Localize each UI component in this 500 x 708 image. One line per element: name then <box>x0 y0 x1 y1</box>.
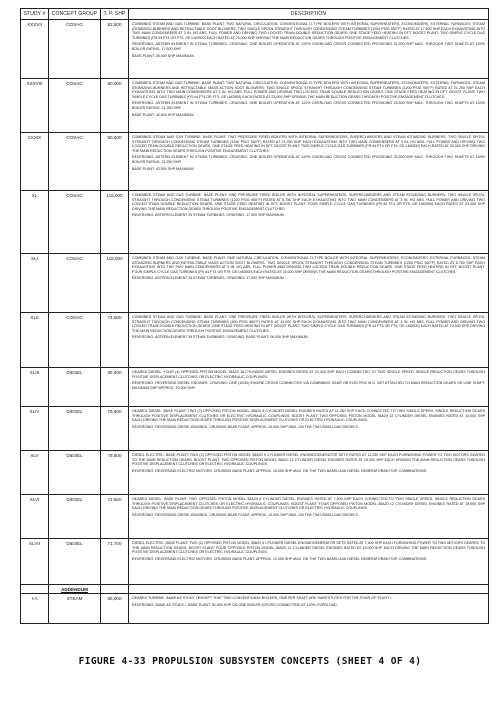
shp-cell: 78,500 <box>101 451 129 495</box>
table-body <box>21 20 489 624</box>
table-row <box>21 79 489 133</box>
description-paragraph: REVERSING: ASTERN ELEMENT IN STEAM TURBINES. CRUISING: 17,500 SHP MAXIMUM. <box>132 276 285 281</box>
description-paragraph: COMBINED STEAM AND GAS TURBINE. BASE PLANT: TWO PRESSURE FIRED BOILERS WITH INTEGRAL SUPERHEATERS, SUPERCHARGERS AND STEAM ATOMIZING BURNERS. TWO SINGLE SPOOL STRAIGHT THROUGH CONDENSING STEAM TURBINES (1200 PSIG 950°F) RATED AT 21,250 SHP EACH EXHAUSTING INTO TWO MAIN CONDENSERS AT 3 IN. HG ABS. FULL POWER AND DRIVING TWO LOCKED TRAIN DOUBLE REDUCTION GEARS. ONE STAGE FEED HEATING IN DFT. BOOST PLANT: TWO SIMPLE CYCLE GAS TURBINES (FR.44 FT4 OR FT9, GE LM2500) EACH RATED AT 23,000 SHP DRIVING THE MAIN REDUCTION GEARS THROUGH POSITIVE ENGAGEMENT CLUTCHES. <box>132 135 485 153</box>
description-paragraph: GEARED TURBINE. SAME AS STUDY I EXCEPT THAT TWO CONVENTIONAL BOILERS, ONE PER SHAFT ARE SUBSTITUTED FOR THE FOUR OF STUDY I. <box>132 596 393 600</box>
header-study: STUDY # <box>21 9 49 20</box>
description-paragraph: COMBINED STEAM AND GAS TURBINE. BASE PLANT: ONE PRESSURE FIRED BOILER WITH INTEGRAL SUPERHEATERS, SUPERCHARGERS AND STEAM ATOMIZING BURNERS. TWO SINGLE SPOOL STRAIGHT THROUGH CONDENSING STEAM TURBINES (600 PSIG 850°F) RATED AT 13,000 SHP EACH EXHAUSTING INTO TWO MAIN CONDENSERS AT 3 IN. HG ABS. FULL POWER AND DRIVING TWO LOCKED TRAIN DOUBLE REDUCTION GEARS. ONE STAGE FEED HEATING IN DFT. BOOST PLANT: TWO SIMPLE CYCLE GAS TURBINES (FR.44 FT4 OR FT9, GE LM2500) EACH RATED AT 23,000 SHP DRIVING THE MAIN REDUCTION GEARS THROUGH POSITIVE ENGAGEMENT CLUTCHES. <box>132 315 485 333</box>
concept-group-cell: DIESEL <box>49 451 101 495</box>
table-row <box>21 495 489 539</box>
addendum-label: ADDENDUM <box>49 585 101 594</box>
study-cell: XLV <box>21 451 49 495</box>
concept-group-cell: DIESEL <box>49 368 101 407</box>
table-row <box>21 254 489 313</box>
description-cell <box>129 451 489 495</box>
shp-cell: 72,500 <box>101 495 129 539</box>
description-paragraph: REVERSING: ASTERN ELEMENT IN STEAM TURBINES. CRUISING: ONE BOILER OPERATION AT 120% OVERLOAD CROSS CONNECTED PROVIDING 25,500 SHP MAX. THROUGH TWO SHAFTS AT 100% BOILER RATING, 21,250 SHP. <box>132 101 485 110</box>
table-row <box>21 20 489 79</box>
description-paragraph: GEARED DIESEL. FOUR (4) OPPOSED PISTON MODEL 38A20 18 CYLINDER DIESEL ENGINES RATED AT 21,400 SHP EACH CONNECTED TO TWO SINGLE SPEED, SINGLE REDUCTION GEARS THROUGH POSITIVE DISPLACEMENT CLUTCHES OR ELECTRIC HYDRAULIC COUPLINGS. <box>132 370 485 379</box>
description-paragraph: REVERSING: REVERSING DIESEL ENGINES. CRUISING BASE PLANT: APPROX. 13,000 SHP MAX. ON THE TWO BASELOAD DIESELS. <box>132 512 359 517</box>
description-paragraph: REVERSING: ASTERN ELEMENT IN STEAM TURBINES. CRUISING: 17,500 SHP MAXIMUM. <box>132 213 285 218</box>
study-cell: XL <box>21 191 49 254</box>
empty-cell <box>21 585 49 594</box>
description-paragraph: DIESEL ELECTRIC. BASE PLANT: TWO (2) OPPOSED PISTON MODEL 38A20 6 CYLINDER DIESEL ENGINE/GENERATOR SETS RATED AT 7,500 SHP EACH FURNISHING POWER TO TWO MOTORS GEARED TO THE MAIN REDUCTION GEARS. BOOST PLANT: FOUR OPPOSED PISTON MODEL 38A20 12 CYLINDER DIESEL ENGINES RATED AT 15,000 SHP EACH DRIVING THE MAIN REDUCTION GEARS THROUGH POSITIVE DISPLACEMENT CLUTCHES OR ELECTRIC HYDRAULIC COUPLINGS. <box>132 541 485 555</box>
header-description: DESCRIPTION <box>129 9 489 20</box>
study-cell: XLIV <box>21 407 49 451</box>
shp-cell: 90,000 <box>101 79 129 133</box>
study-cell: XLVI <box>21 495 49 539</box>
study-cell: XLII <box>21 313 49 368</box>
description-paragraph: DIESEL ELECTRIC. BASE PLANT: TWO (2) OPPOSED PISTON MODEL 38A20 9 CYLINDER DIESEL ENGINE/GENERATOR SETS RATED AT 11,250 SHP EACH FURNISHING POWER TO TWO MOTORS GEARED TO THE MAIN REDUCTION GEARS. BOOST PLANT: TWO OPPOSED PISTON MODEL 38A20 12 CYLINDER DIESEL ENGINES RATED AT 15,000 SHP EACH DRIVING THE MAIN REDUCTION GEARS THROUGH POSITIVE DISPLACEMENT CLUTCHES OR ELECTRIC HYDRAULIC COUPLINGS. <box>132 453 485 467</box>
table-row <box>21 407 489 451</box>
header-concept-group: CONCEPT GROUP <box>49 9 101 20</box>
study-cell: I-A <box>21 594 49 624</box>
description-cell <box>129 594 489 624</box>
table-row <box>21 594 489 624</box>
description-paragraph: REVERSING: ASTERN ELEMENT IN STEAM TURBINES. CRUISING: ONE BOILER OPERATION AT 120% OVERLOAD CROSS CONNECTED PROVIDING 25,500 SHP MAX. THROUGH TWO SHAFTS AT 100% BOILER RATING, 21,250 SHP. <box>132 155 485 164</box>
description-cell <box>129 407 489 451</box>
concept-group-cell: COSAG <box>49 79 101 133</box>
table-row <box>21 191 489 254</box>
description-cell <box>129 254 489 313</box>
empty-cell <box>101 585 129 594</box>
study-cell: XXXIX <box>21 133 49 191</box>
description-cell <box>129 20 489 79</box>
description-paragraph: COMBINED STEAM AND GAS TURBINE. BASE PLANT: ONE NATURAL CIRCULATION, CONVENTIONAL D-TYPE BOILER WITH INTEGRAL SUPERHEATERS, ECONOMIZERS, EXTERNAL FURNACES, STEAM ATOMIZING BURNERS AND RETRACTABLE MASS ACTION SOOT BLOWERS. TWO SINGLE SPOOL STRAIGHT THROUGH CONDENSING STEAM TURBINES (1200 PSIG 950°F) RATED AT 8,750 SHP EACH EXHAUSTING INTO THE TWO MAIN CONDENSERS AT 3 IN. HG ABS. FULL POWER AND DRIVING TWO LOCKED TRAIN DOUBLE REDUCTION GEARS. ONE STAGE FEED HEATING IN DFT. BOOST PLANT: FOUR SIMPLE CYCLE GAS TURBINES (FR.44 FT4 OR FT9, GE LM2500) EACH RATED AT 23,000 SHP DRIVING THE MAIN REDUCTION GEARS THROUGH POSITIVE ENGAGEMENT CLUTCHES. <box>132 256 485 274</box>
description-paragraph: BASE PLANT: 42,500 SHP MAXIMUM. <box>132 112 195 117</box>
table-row <box>21 539 489 585</box>
study-cell: XLVII <box>21 539 49 585</box>
addendum-row <box>21 585 489 594</box>
concept-group-cell: DIESEL <box>49 407 101 451</box>
shp-cell: 82,500 <box>101 20 129 79</box>
study-cell: XXXVII <box>21 20 49 79</box>
study-cell: XXXVIII <box>21 79 49 133</box>
concept-group-cell: COSAG <box>49 191 101 254</box>
shp-cell: 85,600 <box>101 368 129 407</box>
description-paragraph: REVERSING: REVERSING DIESEL ENGINES. CRUISING: ONE (10/30) ENGINE CROSS CONNECTED VIA COMBINING GEAR OR ELECTRIC M.G. SET ATTACHED TO MAIN REDUCTION GEARS OR LINE SHAFT. MAXIMUM SHP APPROX. 19,000 SHP. <box>132 381 485 390</box>
description-cell <box>129 191 489 254</box>
description-paragraph: COMBINED STEAM AND GAS TURBINE. BASE PLANT: ONE PRESSURE FIRED BOILER WITH INTEGRAL SUPERHEATERS, SUPERCHARGERS AND STEAM ATOMIZING BURNERS. TWO SINGLE SPOOL STRAIGHT THROUGH CONDENSING STEAM TURBINES (1200 PSIG 950°F) RATED AT 8,750 SHP EACH EXHAUSTING INTO TWO MAIN CONDENSERS AT 3 IN. HG ABS. FULL POWER AND DRIVING TWO LOCKED TRAIN DOUBLE REDUCTION GEARS. ONE STAGE FEED HEATING IN DFT. BOOST PLANT: FOUR SIMPLE CYCLE GAS TURBINES (FR.44 FT4 OR FT9, GE LM2500) EACH RATED AT 23,000 SHP DRIVING THE MAIN REDUCTION GEARS THROUGH POSITIVE ENGAGEMENT CLUTCHES. <box>132 193 485 211</box>
description-paragraph: REVERSING: SAME AS STUDY I. BASE PLANT: 51,000 SHP ON ONE BOILER (CROSS CONNECTED) AT 120% OVERLOAD. <box>132 602 338 607</box>
table-row <box>21 368 489 407</box>
table-row <box>21 133 489 191</box>
description-cell <box>129 368 489 407</box>
empty-cell <box>129 585 489 594</box>
concept-group-cell: COSAG <box>49 313 101 368</box>
description-paragraph: GEARED DIESEL. BASE PLANT: TWO OPPOSED PISTON MODEL 38A20 6 CYLINDER DIESEL ENGINES RATED AT 7,500 SHP EACH CONNECTED TO TWO SINGLE SPEED, SINGLE REDUCTION GEARS THROUGH POSITIVE DISPLACEMENT CLUTCHES OR ELECTRIC HYDRAULIC COUPLINGS. BOOST PLANT: FOUR OPPOSED PISTON MODEL 38A20 12 CYLINDER DIESEL ENGINES RATED AT 15,000 SHP EACH DRIVING THE MAIN REDUCTION GEARS THROUGH POSITIVE DISPLACEMENT CLUTCHES OR ELECTRIC HYDRAULIC COUPLINGS. <box>132 497 485 511</box>
description-cell <box>129 495 489 539</box>
description-paragraph: BASE PLANT: 42,500 SHP MAXIMUM. <box>132 166 195 171</box>
description-paragraph: REVERSING: ASTERN ELEMENT IN STEAM TURBINES. CRUISING: ONE BOILER OPERATION AT 120% OVERLOAD CROSS CONNECTED PROVIDING 21,000 SHP MAX. THROUGH TWO SHAFTS AT 100% BOILER RATING, 17,500 SHP. <box>132 42 485 51</box>
description-cell <box>129 133 489 191</box>
description-paragraph: REVERSING: ASTERN ELEMENT IN STEAM TURBINES. CRUISING: BASE PLANT: 26,000 SHP MAXIMUM. <box>132 335 309 340</box>
concept-group-cell: COSAG <box>49 133 101 191</box>
concept-group-cell: DIESEL <box>49 495 101 539</box>
propulsion-concepts-table <box>20 8 489 624</box>
study-cell: XLIII <box>21 368 49 407</box>
description-paragraph: REVERSING: REVERSING DIESEL ENGINES. CRUISING BASE PLANT: APPROX. 19,000 SHP MAX. ON THE TWO BASELOAD DIESELS. <box>132 424 359 429</box>
concept-group-cell: DIESEL <box>49 539 101 585</box>
concept-group-cell: COSAG <box>49 20 101 79</box>
figure-caption: FIGURE 4-33 PROPULSION SUBSYSTEM CONCEPTS (SHEET 4 OF 4) <box>78 656 422 667</box>
description-paragraph: BASE PLANT: 35,000 SHP MAXIMUM. <box>132 53 195 58</box>
concepts-table-sheet <box>20 8 488 644</box>
table-row <box>21 451 489 495</box>
shp-cell: 79,600 <box>101 407 129 451</box>
shp-cell: 71,700 <box>101 539 129 585</box>
shp-cell: 74,500 <box>101 313 129 368</box>
description-paragraph: COMBINED STEAM AND GAS TURBINE. BASE PLANT: TWO NATURAL CIRCULATION, CONVENTIONAL D-TYPE BOILERS WITH INTEGRAL SUPERHEATERS, ECONOMIZERS, EXTERNAL FURNACES, STEAM ATOMIZING BURNERS AND RETRACTABLE MASS ACTION SOOT BLOWERS. TWO SINGLE SPOOL STRAIGHT THROUGH CONDENSING STEAM TURBINES (1200 PSIG 950°F) RATED AT 21,250 SHP EACH EXHAUSTING INTO TWO MAIN CONDENSERS AT 3 IN. HG ABS. FULL POWER AND DRIVING TWO LOCKED TRAIN DOUBLE REDUCTION GEARS. ONE STAGE FEED HEATING IN DFT. BOOST PLANT: TWO SIMPLE CYCLE GAS TURBINES (FR.44 FT4 OR FT9, GE LM2500) EACH RATED AT 23,000 SHP DRIVING THE MAIN REDUCTION GEARS THROUGH POSITIVE ENGAGEMENT CLUTCHES. <box>132 81 485 99</box>
shp-cell: 115,000 <box>101 191 129 254</box>
shp-cell: 115,000 <box>101 254 129 313</box>
shp-cell: 85,000 <box>101 594 129 624</box>
table-header-row <box>21 9 489 20</box>
concept-group-cell: STEAM <box>49 594 101 624</box>
description-cell <box>129 539 489 585</box>
table-row <box>21 313 489 368</box>
description-cell <box>129 79 489 133</box>
header-shp: T. P. SHP <box>101 9 129 20</box>
study-cell: XLI <box>21 254 49 313</box>
description-paragraph: REVERSING: REVERSING ELECTRIC MOTORS. CRUISING BASE PLANT: APPROX. 20,000 SHP MAX. ON THE TWO BASELOAD DIESEL GENERATOR/MOTOR COMBINATIONS. <box>132 468 428 473</box>
description-paragraph: COMBINED STEAM AND GAS TURBINE. BASE PLANT: TWO NATURAL CIRCULATION, CONVENTIONAL D-TYPE BOILERS WITH INTEGRAL SUPERHEATERS, ECONOMIZERS, EXTERNAL FURNACES, STEAM ATOMIZING BURNERS AND RETRACTABLE SOOT BLOWERS. TWO SINGLE SPOOL STRAIGHT THROUGH CONDENSING STEAM TURBINES (1200 PSIG 950°F) RATED AT 17,500 SHP EACH EXHAUSTING INTO TWO MAIN CONDENSERS AT 3 IN. HG ABS. FULL POWER AND DRIVING TWO LOCKED TRAIN DOUBLE REDUCTION GEARS. ONE STAGE FEED HEATING IN DFT. BOOST PLANT: TWO SIMPLE CYCLE GAS TURBINES (FR.44 FT4 OR FT9, GE LM2500) EACH RATED AT 23,000 SHP DRIVING THE MAIN REDUCTION GEARS THROUGH POSITIVE ENGAGEMENT CLUTCHES. <box>132 22 485 40</box>
description-paragraph: GEARED DIESEL. BASE PLANT: TWO (2) OPPOSED PISTON MODEL 38A20 9 CYLINDER DIESEL ENGINES RATED AT 11,250 SHP EACH CONNECTED TO TWO SINGLE SPEED, SINGLE REDUCTION GEARS THROUGH POSITIVE DISPLACEMENT CLUTCHES OR ELECTRIC HYDRAULIC COUPLINGS. BOOST PLANT: TWO OPPOSED PISTON MODEL 38A20 12 CYLINDER DIESEL ENGINES RATED AT 15,000 SHP EACH DRIVING THE MAIN REDUCTION GEARS THROUGH POSITIVE DISPLACEMENT CLUTCHES OR ELECTRIC HYDRAULIC COUPLINGS. <box>132 409 485 423</box>
shp-cell: 90,000 <box>101 133 129 191</box>
description-cell <box>129 313 489 368</box>
concept-group-cell: COSAG <box>49 254 101 313</box>
description-paragraph: REVERSING: REVERSING ELECTRIC MOTORS. CRUISING BASE PLANT: APPROX. 13,000 SHP MAX. ON THE TWO BASELOAD DIESEL GENERATOR/MOTOR COMBINATIONS. <box>132 556 428 561</box>
